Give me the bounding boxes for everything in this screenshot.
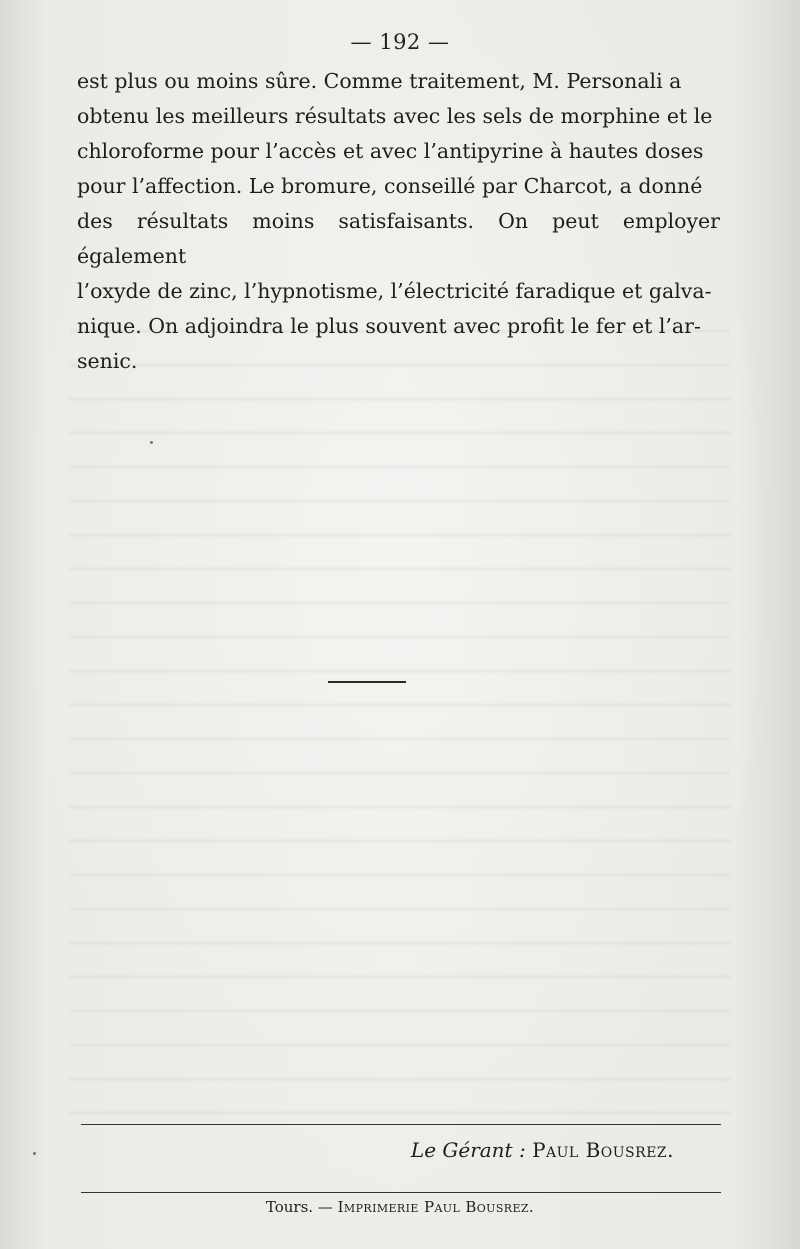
body-line: obtenu les meilleurs résultats avec les sels de morphine et le [77, 104, 713, 128]
bleed-through-text [70, 310, 730, 1140]
section-divider [328, 681, 406, 683]
printer-imprint [0, 1198, 800, 1216]
imprint-city: Tours. — [265, 1198, 333, 1216]
body-line: des résultats moins satisfaisants. On peut employer également [77, 209, 720, 268]
ink-speck [33, 1152, 36, 1155]
manager-signature [411, 1138, 674, 1162]
footer-rule-bottom [81, 1192, 721, 1193]
imprint-text: Imprimerie Paul Bousrez. [337, 1198, 535, 1216]
body-line: est plus ou moins sûre. Comme traitement, M. Personali a [77, 69, 682, 93]
footer-rule-top [81, 1124, 721, 1125]
body-line: chloroforme pour l’accès et avec l’antipyrine à hautes doses [77, 139, 704, 163]
body-line: l’oxyde de zinc, l’hypnotisme, l’électricité faradique et galva- [77, 279, 712, 303]
page-number: — 192 — [350, 30, 450, 54]
body-line: senic. [77, 349, 138, 373]
body-paragraph [77, 64, 720, 379]
manager-label: Le Gérant : [410, 1138, 526, 1162]
body-line: pour l’affection. Le bromure, conseillé par Charcot, a donné [77, 174, 703, 198]
manager-name: Paul Bousrez. [532, 1138, 674, 1162]
ink-speck [150, 441, 153, 444]
body-line: nique. On adjoindra le plus souvent avec profit le fer et l’ar- [77, 314, 701, 338]
